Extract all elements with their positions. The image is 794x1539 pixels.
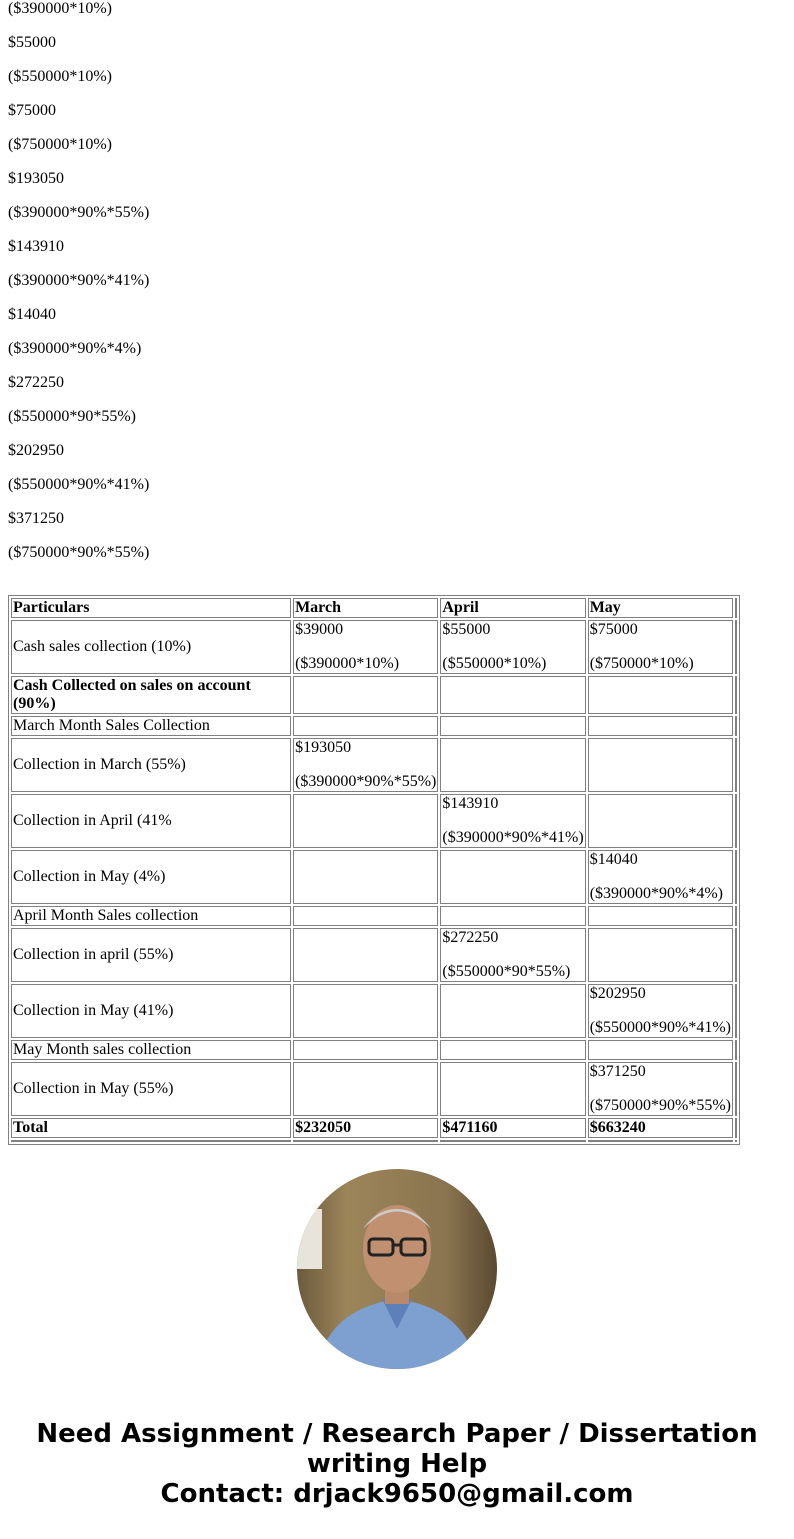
promo-banner bbox=[0, 1419, 794, 1509]
table-cell: Collection in April (41% bbox=[11, 794, 291, 848]
table-row bbox=[11, 794, 737, 848]
table-cell: Collection in april (55%) bbox=[11, 928, 291, 982]
table-row bbox=[11, 984, 737, 1038]
table-cell bbox=[735, 1118, 737, 1138]
cell-line: $272250 bbox=[442, 929, 499, 946]
table-cell bbox=[735, 1062, 737, 1116]
table-cell: May bbox=[588, 598, 733, 618]
table-cell: May Month sales collection bbox=[11, 1040, 291, 1060]
cell-line: ($750000*90%*55%) bbox=[589, 1097, 731, 1114]
table-cell bbox=[588, 1062, 733, 1116]
table-cell bbox=[293, 620, 438, 674]
table-cell bbox=[293, 1062, 438, 1116]
table-header-row bbox=[11, 598, 737, 618]
table-cell bbox=[440, 738, 585, 792]
table-row bbox=[11, 928, 737, 982]
cell-line: $193050 bbox=[295, 739, 352, 756]
table-cell: Collection in March (55%) bbox=[11, 738, 291, 792]
cell-line: ($550000*90%*41%) bbox=[589, 1019, 731, 1036]
table-cell bbox=[293, 928, 438, 982]
cell-line: ($390000*90%*55%) bbox=[295, 773, 437, 790]
table-cell bbox=[440, 1040, 585, 1060]
calculation-lines bbox=[8, 0, 786, 562]
table-cell: Collection in May (4%) bbox=[11, 850, 291, 904]
table-cell bbox=[440, 906, 585, 926]
table-cell: $471160 bbox=[440, 1118, 585, 1138]
table-cell: Particulars bbox=[11, 598, 291, 618]
calc-line: $143910 bbox=[8, 238, 64, 255]
calc-line: ($390000*90%*55%) bbox=[8, 204, 150, 221]
table-cell bbox=[293, 716, 438, 736]
table-cell: Cash sales collection (10%) bbox=[11, 620, 291, 674]
promo-line: Need Assignment / Research Paper / Dissertation writing Help bbox=[36, 1419, 758, 1479]
calc-line: $14040 bbox=[8, 306, 56, 323]
table-row bbox=[11, 850, 737, 904]
calc-line: ($390000*90%*41%) bbox=[8, 272, 150, 289]
table-cell: March bbox=[293, 598, 438, 618]
table-cell bbox=[440, 928, 585, 982]
calc-line: $75000 bbox=[8, 102, 56, 119]
table-cell bbox=[440, 850, 585, 904]
table-cell bbox=[588, 1040, 733, 1060]
table-cell bbox=[440, 620, 585, 674]
cell-line: $371250 bbox=[589, 1063, 646, 1080]
calc-line: ($390000*90%*4%) bbox=[8, 340, 142, 357]
cell-line: $75000 bbox=[589, 621, 638, 638]
table-cell bbox=[735, 716, 737, 736]
table-cell: $663240 bbox=[588, 1118, 733, 1138]
table-cell bbox=[735, 906, 737, 926]
table-cell bbox=[440, 984, 585, 1038]
calc-line: ($550000*10%) bbox=[8, 68, 112, 85]
table-cell bbox=[293, 676, 438, 714]
cell-line: ($390000*10%) bbox=[295, 655, 400, 672]
table-cell bbox=[735, 738, 737, 792]
table-cell: Collection in May (41%) bbox=[11, 984, 291, 1038]
cash-collection-table bbox=[8, 595, 740, 1145]
table-cell bbox=[440, 1062, 585, 1116]
table-cell bbox=[588, 850, 733, 904]
table-cell bbox=[735, 1140, 737, 1142]
table-cell bbox=[588, 928, 733, 982]
calc-line: $55000 bbox=[8, 34, 56, 51]
table-cell bbox=[735, 928, 737, 982]
table-cell: April bbox=[440, 598, 585, 618]
cell-line: $55000 bbox=[442, 621, 491, 638]
table-cell bbox=[588, 716, 733, 736]
cell-line: ($390000*90%*41%) bbox=[442, 829, 584, 846]
table-cell bbox=[735, 1040, 737, 1060]
author-photo bbox=[297, 1169, 497, 1369]
calc-line: ($390000*10%) bbox=[8, 0, 112, 17]
table-cell bbox=[735, 794, 737, 848]
table-cell bbox=[293, 738, 438, 792]
calc-line: ($750000*10%) bbox=[8, 136, 112, 153]
calc-line: ($550000*90%*41%) bbox=[8, 476, 150, 493]
table-cell bbox=[11, 1140, 291, 1142]
table-cell: $232050 bbox=[293, 1118, 438, 1138]
table-cell bbox=[735, 984, 737, 1038]
table-cell bbox=[735, 676, 737, 714]
table-cell bbox=[293, 850, 438, 904]
table-row bbox=[11, 676, 737, 714]
table-cell: Collection in May (55%) bbox=[11, 1062, 291, 1116]
cell-line: ($390000*90%*4%) bbox=[589, 885, 723, 902]
table-cell: Total bbox=[11, 1118, 291, 1138]
table-cell: March Month Sales Collection bbox=[11, 716, 291, 736]
calc-line: $193050 bbox=[8, 170, 64, 187]
cell-line: $39000 bbox=[295, 621, 344, 638]
table-cell bbox=[735, 850, 737, 904]
table-cell bbox=[735, 598, 737, 618]
table-cell bbox=[440, 1140, 585, 1142]
cell-line: $14040 bbox=[589, 851, 638, 868]
table-cell bbox=[293, 984, 438, 1038]
cell-line: $143910 bbox=[442, 795, 499, 812]
table-cell bbox=[588, 794, 733, 848]
table-cell bbox=[293, 794, 438, 848]
table-cell bbox=[588, 906, 733, 926]
table-cell bbox=[588, 620, 733, 674]
table-cell bbox=[588, 984, 733, 1038]
cell-line: ($750000*10%) bbox=[589, 655, 694, 672]
table-cell: Cash Collected on sales on account (90%) bbox=[11, 676, 291, 714]
table-cell bbox=[293, 1040, 438, 1060]
table-row bbox=[11, 738, 737, 792]
table-row bbox=[11, 620, 737, 674]
table-cell: April Month Sales collection bbox=[11, 906, 291, 926]
table-cell bbox=[588, 738, 733, 792]
calc-line: $202950 bbox=[8, 442, 64, 459]
table-cell bbox=[588, 1140, 733, 1142]
calc-line: ($550000*90*55%) bbox=[8, 408, 136, 425]
calc-line: ($750000*90%*55%) bbox=[8, 544, 150, 561]
table-row bbox=[11, 1062, 737, 1116]
calc-line: $371250 bbox=[8, 510, 64, 527]
table-cell bbox=[440, 794, 585, 848]
table-cell bbox=[735, 620, 737, 674]
contact-line: Contact: drjack9650@gmail.com bbox=[160, 1479, 634, 1509]
total-row bbox=[11, 1118, 737, 1138]
table-row bbox=[11, 716, 737, 736]
table-row bbox=[11, 906, 737, 926]
empty-row bbox=[11, 1140, 737, 1142]
table-cell bbox=[588, 676, 733, 714]
cell-line: ($550000*10%) bbox=[442, 655, 547, 672]
calc-line: $272250 bbox=[8, 374, 64, 391]
table-cell bbox=[293, 1140, 438, 1142]
table-row bbox=[11, 1040, 737, 1060]
table-cell bbox=[440, 676, 585, 714]
table-cell bbox=[440, 716, 585, 736]
table-cell bbox=[293, 906, 438, 926]
cell-line: $202950 bbox=[589, 985, 646, 1002]
cell-line: ($550000*90*55%) bbox=[442, 963, 571, 980]
